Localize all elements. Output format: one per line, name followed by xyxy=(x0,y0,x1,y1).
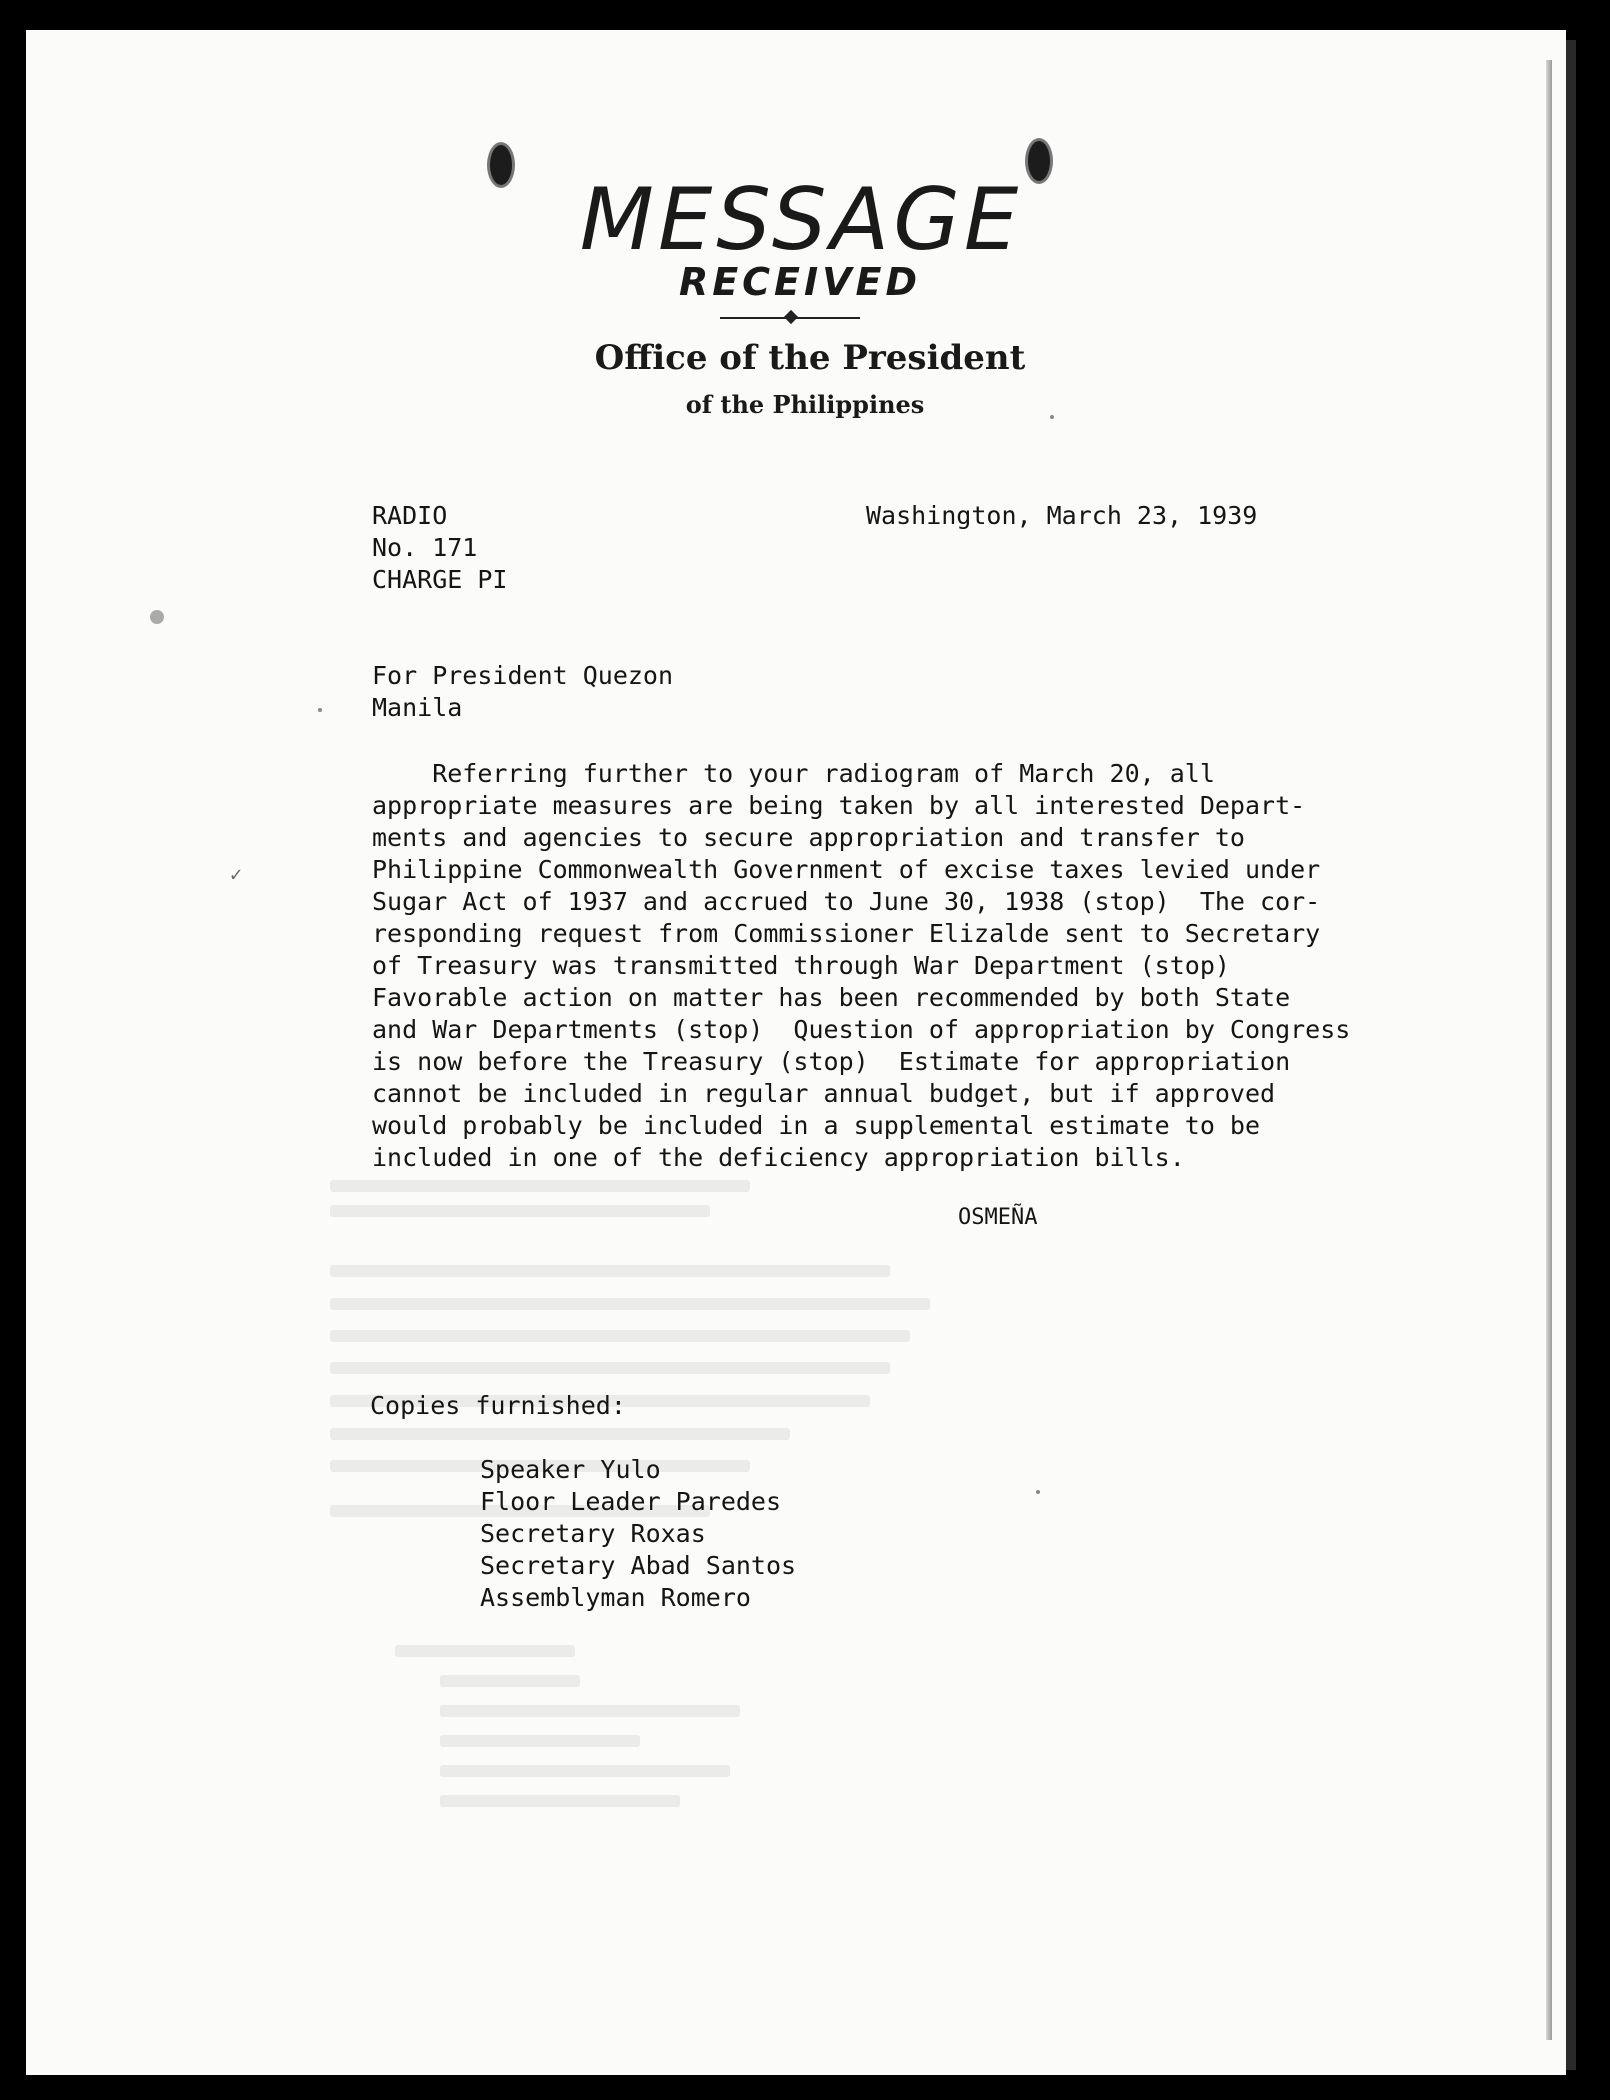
bleed-through xyxy=(440,1675,580,1687)
place-date: Washington, March 23, 1939 xyxy=(866,501,1258,530)
message-charge: CHARGE PI xyxy=(372,565,508,594)
body-line: cannot be included in regular annual budget, but if approved xyxy=(372,1079,1276,1108)
letterhead-subtitle: RECEIVED xyxy=(678,260,922,304)
bleed-through xyxy=(330,1180,750,1192)
bleed-through xyxy=(440,1765,730,1777)
signature: OSMEÑA xyxy=(958,1205,1038,1230)
body-line: Sugar Act of 1937 and accrued to June 30, 1938 (stop) The cor- xyxy=(372,887,1321,916)
message-type: RADIO xyxy=(372,501,448,530)
bleed-through xyxy=(330,1298,930,1310)
body-line: ments and agencies to secure appropriation and transfer to xyxy=(372,823,1245,852)
body-line: responding request from Commissioner Elizalde sent to Secretary xyxy=(372,919,1321,948)
copies-recipient: Speaker Yulo xyxy=(480,1455,661,1484)
addressee-name: For President Quezon xyxy=(372,661,674,690)
body-line: Favorable action on matter has been recommended by both State xyxy=(372,983,1291,1012)
body-line: included in one of the deficiency appropriation bills. xyxy=(372,1143,1185,1172)
body-line: appropriate measures are being taken by all interested Depart- xyxy=(372,791,1306,820)
copies-recipient: Assemblyman Romero xyxy=(480,1583,751,1612)
copies-recipient: Secretary Roxas xyxy=(480,1519,706,1548)
page-speck xyxy=(318,708,322,712)
body-line: Philippine Commonwealth Government of excise taxes levied under xyxy=(372,855,1321,884)
body-line: of Treasury was transmitted through War Department (stop) xyxy=(372,951,1230,980)
letterhead-title: MESSAGE xyxy=(579,170,1023,270)
copies-recipient: Secretary Abad Santos xyxy=(480,1551,797,1580)
bleed-through xyxy=(440,1795,680,1807)
margin-check-mark: ✓ xyxy=(230,862,243,886)
letterhead-country: of the Philippines xyxy=(685,390,925,419)
bleed-through xyxy=(440,1735,640,1747)
bleed-through xyxy=(330,1428,790,1440)
bleed-through xyxy=(330,1205,710,1217)
page-smudge xyxy=(150,610,164,624)
body-line: would probably be included in a supplemental estimate to be xyxy=(372,1111,1261,1140)
addressee-city: Manila xyxy=(372,693,463,722)
bleed-through xyxy=(330,1265,890,1277)
body-line: Referring further to your radiogram of March 20, all xyxy=(372,759,1215,788)
body-line: and War Departments (stop) Question of appropriation by Congress xyxy=(372,1015,1351,1044)
bleed-through xyxy=(330,1362,890,1374)
copies-recipient: Floor Leader Paredes xyxy=(480,1487,782,1516)
page-speck xyxy=(1036,1490,1040,1494)
bleed-through xyxy=(440,1705,740,1717)
letterhead-office: Office of the President xyxy=(594,338,1026,378)
bleed-through xyxy=(395,1645,575,1657)
copies-heading: Copies furnished: xyxy=(370,1391,626,1420)
body-line: is now before the Treasury (stop) Estimate for appropriation xyxy=(372,1047,1291,1076)
message-number: No. 171 xyxy=(372,533,478,562)
bleed-through xyxy=(330,1330,910,1342)
